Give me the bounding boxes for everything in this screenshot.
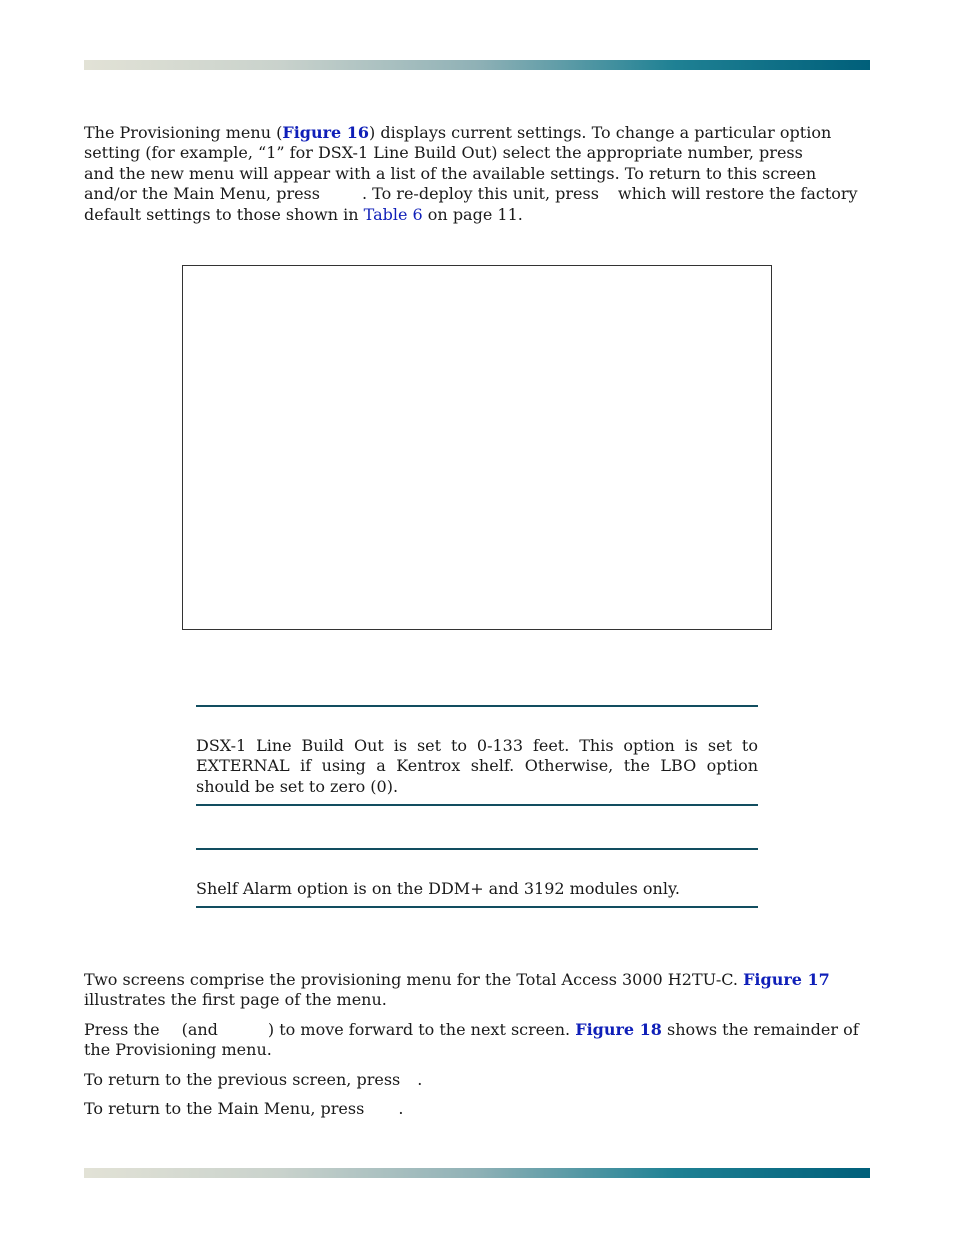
body-text: ) to move forward to the next screen. xyxy=(267,1020,576,1039)
screens-paragraph xyxy=(84,970,870,1011)
body-text: To return to the previous screen, press xyxy=(84,1070,401,1089)
body-text: shows the remainder of xyxy=(661,1020,859,1039)
footer-decorative-bar xyxy=(84,1168,870,1178)
intro-text: which will restore the factory xyxy=(617,184,858,204)
body-text: Press the xyxy=(84,1020,160,1039)
intro-text: on page 11. xyxy=(422,204,523,224)
intro-text: and/or the Main Menu, press xyxy=(84,184,320,204)
body-text: (and xyxy=(181,1020,218,1039)
note-shelf-alarm-text: Shelf Alarm option is on the DDM+ and 3192 modules only. xyxy=(196,879,680,898)
intro-text: default settings to those shown in xyxy=(84,204,364,224)
body-text: . xyxy=(417,1070,423,1089)
body-text: the Provisioning menu. xyxy=(84,1040,272,1060)
note-lbo-text: DSX-1 Line Build Out is set to 0-133 feet. This option is set to EXTERNAL if using a Kentrox shelf. Otherwise, the LBO option should be set to zero (0). xyxy=(196,736,758,796)
header-decorative-bar xyxy=(84,60,870,70)
intro-text: . To re-deploy this unit, press xyxy=(361,184,599,204)
body-text: illustrates the first page of the menu. xyxy=(84,990,387,1010)
table-6-link[interactable]: Table 6 xyxy=(363,204,423,224)
note-lbo xyxy=(196,705,758,806)
main-menu-paragraph xyxy=(84,1099,870,1119)
body-text: . xyxy=(398,1099,404,1118)
note-shelf-alarm xyxy=(196,848,758,908)
figure-16-link[interactable]: Figure 16 xyxy=(282,123,370,142)
previous-screen-paragraph xyxy=(84,1070,870,1090)
intro-paragraph xyxy=(84,123,870,225)
figure-17-link[interactable]: Figure 17 xyxy=(743,970,830,989)
figure-16-screen-box xyxy=(182,265,772,630)
body-text: Two screens comprise the provisioning menu for the Total Access 3000 H2TU-C. xyxy=(84,970,744,989)
intro-text: ) displays current settings. To change a particular option xyxy=(369,123,832,142)
intro-text: The Provisioning menu ( xyxy=(84,123,283,142)
figure-18-link[interactable]: Figure 18 xyxy=(575,1020,662,1039)
intro-text: and the new menu will appear with a list of the available settings. To return to this screen xyxy=(84,163,817,183)
forward-paragraph xyxy=(84,1020,870,1061)
body-text: To return to the Main Menu, press xyxy=(84,1099,365,1118)
intro-text: setting (for example, “1” for DSX-1 Line Build Out) select the appropriate number, press xyxy=(84,143,803,163)
